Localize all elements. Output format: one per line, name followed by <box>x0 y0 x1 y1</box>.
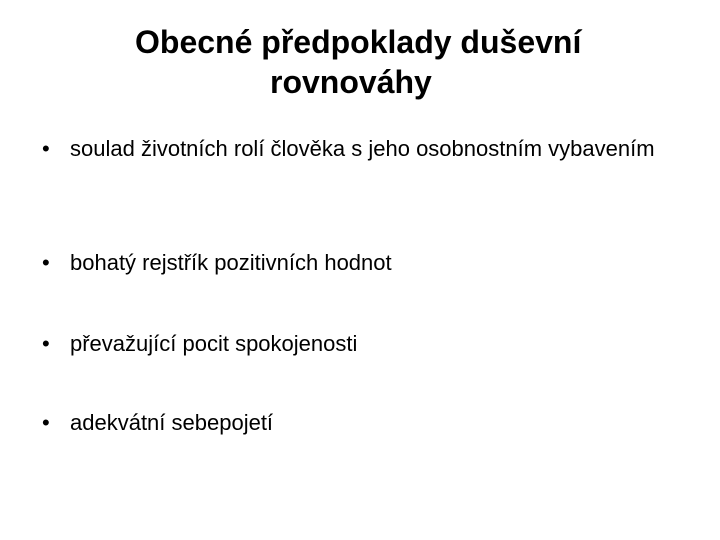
bullet-item <box>34 329 674 359</box>
bullet-dot-icon: • <box>42 136 50 161</box>
bullet-text: převažující pocit spokojenosti <box>70 331 358 356</box>
bullet-item <box>34 408 674 438</box>
bullet-item <box>34 248 674 278</box>
slide-title <box>40 22 690 102</box>
bullet-dot-icon: • <box>42 250 50 275</box>
bullet-text: soulad životních rolí člověka s jeho osobnostním vybavením <box>70 136 655 161</box>
bullet-dot-icon: • <box>42 410 50 435</box>
bullet-text: adekvátní sebepojetí <box>70 410 274 435</box>
slide-title-line-2: rovnováhy <box>270 64 432 100</box>
bullet-item <box>34 134 674 164</box>
slide-title-line-1: Obecné předpoklady duševní <box>135 24 582 60</box>
bullet-text: bohatý rejstřík pozitivních hodnot <box>70 250 392 275</box>
bullet-dot-icon: • <box>42 331 50 356</box>
